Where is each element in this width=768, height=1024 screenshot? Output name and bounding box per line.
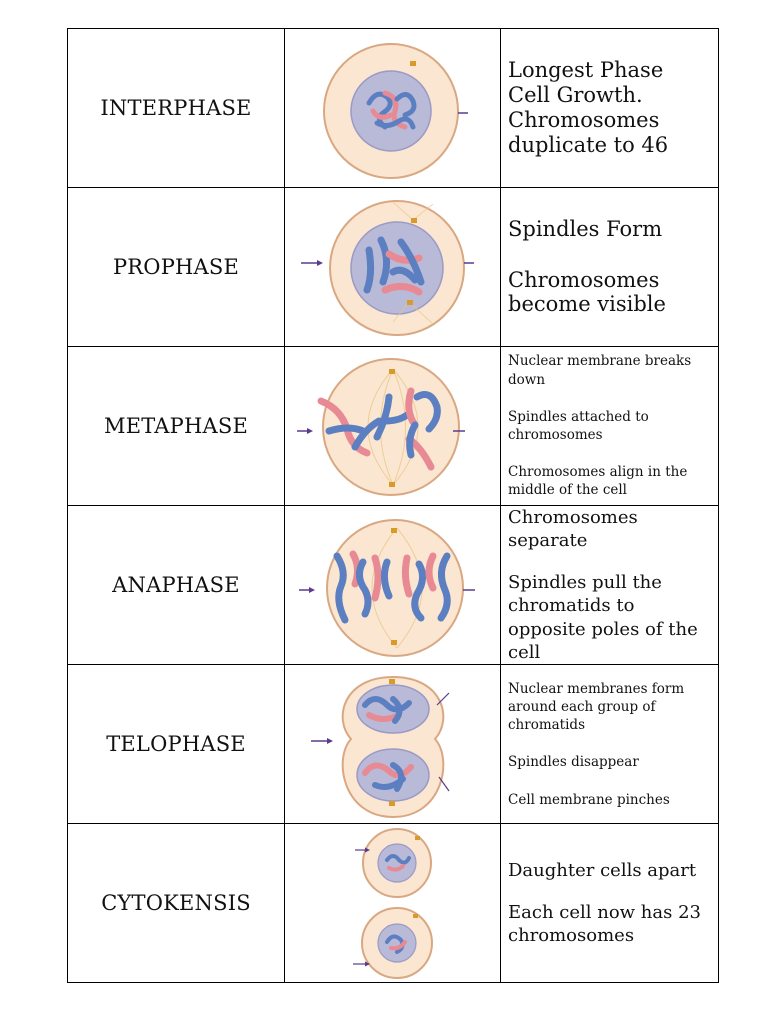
description-line: duplicate to 46	[508, 132, 669, 157]
metaphase-cell-icon	[293, 351, 493, 501]
phase-name: ANAPHASE	[68, 506, 285, 665]
phase-name: METAPHASE	[68, 347, 285, 506]
phase-description	[501, 824, 719, 983]
phase-description	[501, 29, 719, 188]
description-line: Cell Growth.	[508, 83, 643, 108]
table-row	[68, 347, 719, 506]
table-row	[68, 506, 719, 665]
phase-illustration	[285, 29, 501, 188]
description-paragraph: Nuclear membrane breaks down	[508, 353, 692, 388]
description-paragraph: Spindles disappear	[508, 754, 639, 771]
description-line: Spindles Form	[508, 216, 663, 241]
prophase-cell-icon	[293, 192, 493, 342]
phase-description	[501, 188, 719, 347]
phase-illustration	[285, 347, 501, 506]
phase-description	[501, 665, 719, 824]
table-row	[68, 824, 719, 983]
description-line: Chromosomes	[508, 108, 660, 132]
description-line: Chromosomes	[508, 267, 660, 292]
description-paragraph: Chromosomes separate	[508, 507, 638, 552]
description-paragraph: Each cell now has 23 chromosomes	[508, 901, 701, 947]
description-paragraph: Cell membrane pinches	[508, 791, 670, 808]
phase-illustration	[285, 188, 501, 347]
anaphase-cell-icon	[293, 510, 493, 660]
phase-name: INTERPHASE	[68, 29, 285, 188]
description-paragraph: Nuclear membranes form around each group of chromatids	[508, 680, 685, 734]
telophase-cell-icon	[293, 669, 493, 819]
table-row	[68, 188, 719, 347]
description-paragraph: Chromosomes align in the middle of the cell	[508, 464, 688, 499]
phase-description	[501, 506, 719, 665]
description-paragraph: Daughter cells apart	[508, 860, 697, 882]
table-row	[68, 29, 719, 188]
phase-name: PROPHASE	[68, 188, 285, 347]
phase-name: CYTOKENSIS	[68, 824, 285, 983]
table-row	[68, 665, 719, 824]
mitosis-phases-table	[67, 28, 719, 983]
phase-name: TELOPHASE	[68, 665, 285, 824]
phase-illustration	[285, 506, 501, 665]
phase-illustration	[285, 665, 501, 824]
cytokinesis-cells-icon	[293, 826, 493, 980]
interphase-cell-icon	[293, 33, 493, 183]
description-line: Longest Phase	[508, 58, 664, 83]
description-paragraph: Spindles attached to chromosomes	[508, 408, 649, 443]
phase-description	[501, 347, 719, 506]
description-line: become visible	[508, 292, 666, 317]
description-paragraph: Spindles pull the chromatids to opposite poles of the cell	[508, 571, 698, 663]
phase-illustration	[285, 824, 501, 983]
